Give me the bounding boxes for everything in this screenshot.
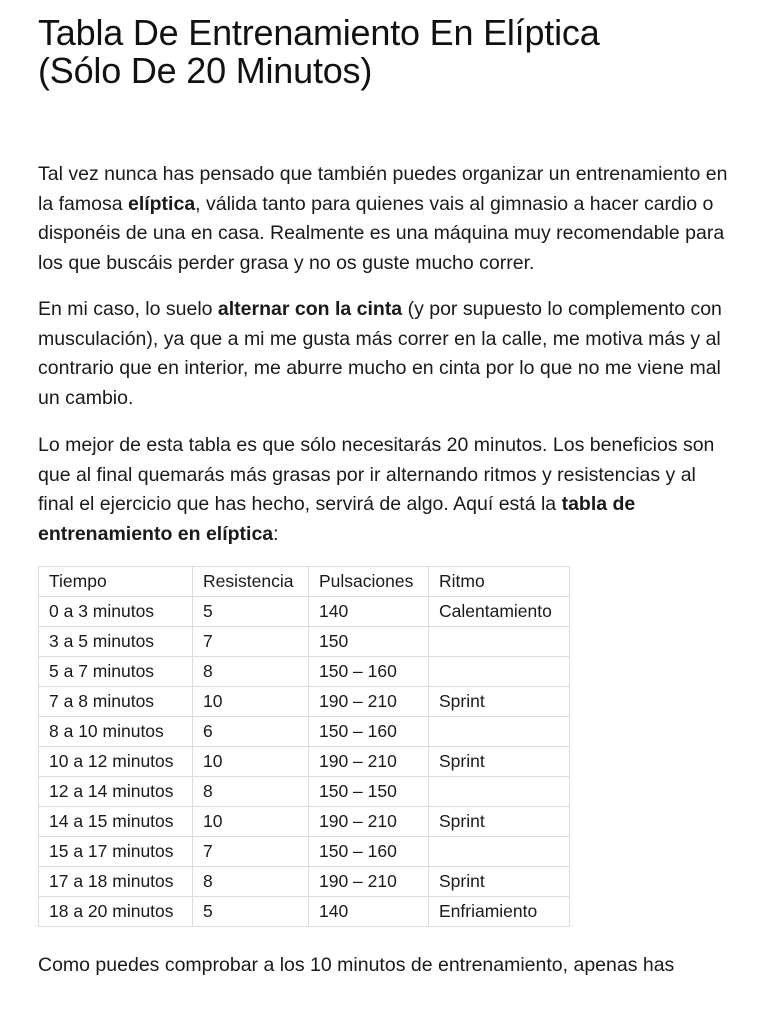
cell-resistencia: 7 (193, 627, 309, 657)
cell-ritmo (429, 837, 570, 867)
cell-pulsaciones: 140 (309, 897, 429, 927)
cell-pulsaciones: 150 (309, 627, 429, 657)
cell-tiempo: 3 a 5 minutos (39, 627, 193, 657)
table-row (39, 627, 570, 657)
cell-ritmo: Enfriamiento (429, 897, 570, 927)
table-row (39, 717, 570, 747)
training-table (38, 566, 570, 927)
cell-pulsaciones: 190 – 210 (309, 807, 429, 837)
article-title (38, 14, 730, 90)
cell-resistencia: 10 (193, 687, 309, 717)
cell-resistencia: 5 (193, 897, 309, 927)
cell-resistencia: 8 (193, 867, 309, 897)
header-tiempo: Tiempo (39, 567, 193, 597)
cell-resistencia: 10 (193, 807, 309, 837)
cell-tiempo: 8 a 10 minutos (39, 717, 193, 747)
cell-ritmo: Calentamiento (429, 597, 570, 627)
cell-pulsaciones: 150 – 160 (309, 837, 429, 867)
bold-alternar: alternar con la cinta (217, 298, 403, 320)
cell-pulsaciones: 140 (309, 597, 429, 627)
cell-tiempo: 7 a 8 minutos (39, 687, 193, 717)
cell-ritmo (429, 657, 570, 687)
cell-ritmo (429, 777, 570, 807)
cell-ritmo: Sprint (429, 747, 570, 777)
table-row (39, 867, 570, 897)
table-row (39, 747, 570, 777)
title-line-2: (Sólo De 20 Minutos) (38, 50, 373, 91)
cell-resistencia: 5 (193, 597, 309, 627)
cell-ritmo: Sprint (429, 807, 570, 837)
cell-tiempo: 15 a 17 minutos (39, 837, 193, 867)
bold-eliptica: elíptica (127, 192, 196, 215)
cell-tiempo: 14 a 15 minutos (39, 807, 193, 837)
table-row (39, 837, 570, 867)
table-header-row (39, 567, 570, 597)
header-ritmo: Ritmo (429, 567, 570, 597)
table-row (39, 687, 570, 717)
cell-pulsaciones: 190 – 210 (309, 867, 429, 897)
cell-tiempo: 0 a 3 minutos (39, 597, 193, 627)
cell-resistencia: 8 (193, 777, 309, 807)
cell-tiempo: 5 a 7 minutos (39, 657, 193, 687)
cell-resistencia: 7 (193, 837, 309, 867)
cell-resistencia: 6 (193, 717, 309, 747)
conclusion-paragraph: Como puedes comprobar a los 10 minutos de entrenamiento, apenas has (38, 954, 675, 976)
personal-paragraph: En mi caso, lo suelo alternar con la cinta (y por supuesto lo complemento con musculación), ya que a mi me gusta más correr en la calle, me motiva más y al contrario que en interior, me aburre mucho en cinta por lo que no me viene mal un cambio. (38, 298, 722, 409)
intro-paragraph: Tal vez nunca has pensado que también puedes organizar un entrenamiento en la famosa elíptica, válida tanto para quienes vais al gimnasio a hacer cardio o disponéis de una en casa. Realmente es una máquina muy recomendable para los que buscáis perder grasa y no os guste mucho correr. (38, 163, 728, 274)
cell-ritmo: Sprint (429, 867, 570, 897)
cell-tiempo: 10 a 12 minutos (39, 747, 193, 777)
cell-resistencia: 10 (193, 747, 309, 777)
benefits-paragraph: Lo mejor de esta tabla es que sólo necesitarás 20 minutos. Los beneficios son que al final quemarás más grasas por ir alternando ritmos y resistencias y al final el ejercicio que has hecho, servirá de algo. Aquí está la tabla de entrenamiento en elíptica: (38, 434, 715, 545)
table-row (39, 897, 570, 927)
header-pulsaciones: Pulsaciones (309, 567, 429, 597)
table-row (39, 657, 570, 687)
cell-ritmo: Sprint (429, 687, 570, 717)
cell-tiempo: 12 a 14 minutos (39, 777, 193, 807)
cell-pulsaciones: 190 – 210 (309, 747, 429, 777)
cell-tiempo: 17 a 18 minutos (39, 867, 193, 897)
table-row (39, 777, 570, 807)
cell-pulsaciones: 150 – 160 (309, 657, 429, 687)
table-row (39, 597, 570, 627)
header-resistencia: Resistencia (193, 567, 309, 597)
cell-pulsaciones: 150 – 160 (309, 717, 429, 747)
cell-tiempo: 18 a 20 minutos (39, 897, 193, 927)
title-line-1: Tabla De Entrenamiento En Elíptica (38, 12, 600, 53)
table-row (39, 807, 570, 837)
bold-tabla: tabla de entrenamiento en elíptica (38, 493, 636, 545)
cell-pulsaciones: 150 – 150 (309, 777, 429, 807)
cell-pulsaciones: 190 – 210 (309, 687, 429, 717)
cell-ritmo (429, 627, 570, 657)
cell-ritmo (429, 717, 570, 747)
cell-resistencia: 8 (193, 657, 309, 687)
